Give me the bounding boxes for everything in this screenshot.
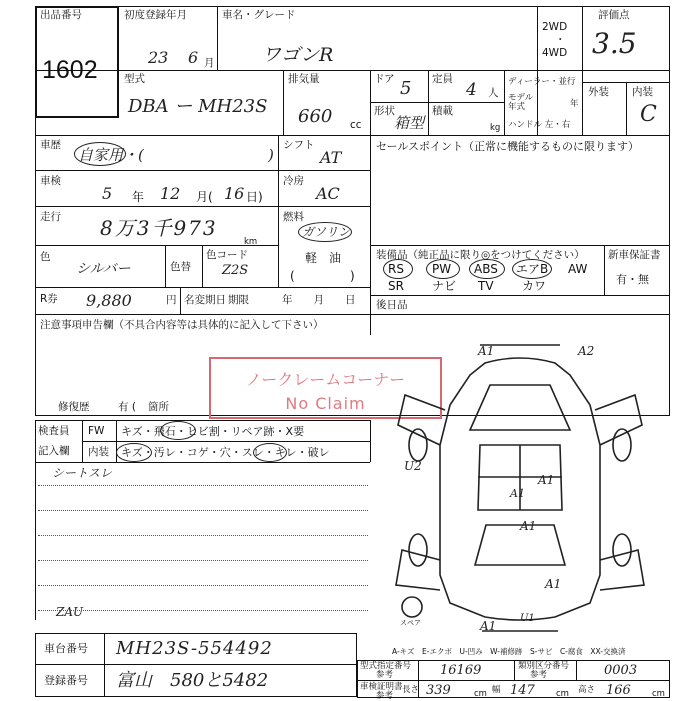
damage-mark: A1 <box>545 577 562 591</box>
designated-label: 型式指定番号 <box>360 661 412 671</box>
width-unit: cm <box>556 689 569 699</box>
height-label: 高さ <box>578 685 596 695</box>
fw-label: FW <box>88 425 105 437</box>
designated-value: 16169 <box>440 663 482 678</box>
fuel-light: 軽 油 <box>305 251 342 265</box>
chassis-label: 車台番号 <box>44 642 88 655</box>
car-damage-diagram <box>390 335 655 635</box>
load-unit: kg <box>490 123 501 133</box>
score-value: 3.5 <box>592 27 637 60</box>
repair-value: 有 ( <box>118 401 136 413</box>
displacement-label: 排気量 <box>288 73 320 85</box>
history-value: 自家用・( <box>78 146 144 164</box>
inspector-label-2: 記入欄 <box>38 445 70 457</box>
history-label: 車歴 <box>40 139 61 151</box>
inspection-year: 5 <box>102 184 113 203</box>
displacement-value: 660 <box>298 106 333 127</box>
interior-row-text: キズ・汚レ・コゲ・穴・スレ・キレ・破レ <box>121 446 330 459</box>
mileage-value: 8万3千973 <box>100 216 218 240</box>
cert-label: 車検証明書 <box>360 682 403 692</box>
inspection-month: 12 <box>160 184 181 203</box>
drive-2wd: 2WD <box>542 21 568 33</box>
mileage-label: 走行 <box>40 211 61 223</box>
doors-label: ドア <box>374 73 395 85</box>
regnum-value: 富山 580と5482 <box>116 670 269 691</box>
fw-text: キズ・飛石・ヒビ割・リペア跡・X要 <box>121 425 305 438</box>
inspection-label: 車検 <box>40 175 61 187</box>
shape-label: 形状 <box>374 105 395 117</box>
equip-sr: SR <box>388 279 404 293</box>
aircon-label: 冷房 <box>283 175 304 187</box>
height-value: 166 <box>606 683 631 698</box>
inspection-year-unit: 年 <box>132 190 145 204</box>
chassis-value: MH23S-554492 <box>116 638 273 659</box>
damage-mark: A1 <box>480 619 497 633</box>
length-label: 長さ <box>402 685 420 695</box>
height-unit: cm <box>652 689 665 699</box>
name-change-limit: 期限 <box>228 294 249 306</box>
dealer-label: ディーラー・並行 <box>508 77 576 87</box>
color-label: 色 <box>40 251 51 263</box>
drive-4wd: 4WD <box>542 47 568 59</box>
equip-airbag: エアB <box>516 262 549 276</box>
fuel-gas: ガソリン <box>302 225 351 239</box>
reg-month-value: 6 <box>188 48 199 67</box>
history-close: ) <box>268 146 274 164</box>
handle-label: ハンドル 左・右 <box>508 120 571 130</box>
inspection-month-unit: 月( <box>196 190 213 204</box>
damage-mark: U1 <box>520 613 535 624</box>
score-label: 評価点 <box>598 9 630 21</box>
repair-label: 修復歴 <box>58 401 90 413</box>
inspector-label-1: 検査員 <box>38 425 70 437</box>
no-claim-en: No Claim <box>285 394 366 413</box>
recycle-unit: 円 <box>166 294 177 306</box>
designated-ref: 参考 <box>376 670 394 680</box>
shift-value: AT <box>320 148 342 167</box>
no-claim-jp: ノークレームコーナー <box>245 370 406 389</box>
warranty-label: 新車保証書 <box>608 249 661 261</box>
fuel-open: ( <box>290 269 295 283</box>
fuel-label: 燃料 <box>283 211 304 223</box>
aircon-value: AC <box>316 184 340 203</box>
reg-year-label: 初度登録年月 <box>124 9 187 21</box>
legend-text: A-キズ E-エクボ U-凹み W-補修跡 S-サビ C-腐食 XX-交換済 <box>392 647 626 656</box>
sales-point-label: セールスポイント（正常に機能するものに限ります） <box>376 140 640 153</box>
cert-ref: 参考 <box>376 691 394 701</box>
interior-row-label: 内装 <box>88 446 109 458</box>
category-label: 類別区分番号 <box>518 661 570 671</box>
damage-mark: A1 <box>520 519 537 533</box>
equip-pw: PW <box>432 262 452 276</box>
damage-mark: A1 <box>538 473 555 487</box>
category-ref: 参考 <box>530 670 548 680</box>
inspector-note-2: ZAU <box>56 605 84 619</box>
equip-aw: AW <box>568 262 588 276</box>
displacement-unit: cc <box>350 119 362 131</box>
inspection-day-unit: 日) <box>246 190 263 204</box>
warranty-value: 有・無 <box>616 273 649 286</box>
reg-year-value: 23 <box>148 48 169 67</box>
inspection-day: 16 <box>224 184 245 203</box>
shape-value: 箱型 <box>394 114 425 132</box>
damage-mark: A1 <box>510 487 525 500</box>
load-label: 積載 <box>432 105 453 117</box>
damage-mark: A1 <box>478 344 495 358</box>
equip-leather: カワ <box>522 279 547 293</box>
capacity-label: 定員 <box>432 73 453 85</box>
notes-label: 注意事項申告欄（不具合内容等は具体的に記入して下さい） <box>40 319 324 331</box>
exterior-label: 外装 <box>588 86 609 98</box>
equip-rs: RS <box>388 262 404 276</box>
interior-label: 内装 <box>632 86 653 98</box>
name-change-label: 名変期日 <box>184 294 226 306</box>
equip-tv: TV <box>478 279 494 293</box>
spare-label: スペア <box>400 619 421 627</box>
damage-mark: U2 <box>404 459 422 473</box>
model-year-unit: 年 <box>570 99 579 109</box>
type-value: DBA ー MH23S <box>128 96 268 117</box>
capacity-unit: 人 <box>488 87 499 99</box>
name-change-date: 年 月 日 <box>282 294 356 306</box>
after-install-label: 後日品 <box>376 299 408 311</box>
capacity-value: 4 <box>466 80 477 100</box>
model-name-value: ワゴンR <box>262 44 334 66</box>
color-code-label: 色コード <box>206 249 248 261</box>
model-name-label: 車名・グレード <box>222 9 296 21</box>
shift-label: シフト <box>283 139 315 151</box>
color-tone-label: 色替 <box>170 261 191 273</box>
equipment-label: 装備品（純正品に限り◎をつけてください） <box>376 249 585 261</box>
equip-abs: ABS <box>474 262 498 276</box>
inspector-note-1: シートスレ <box>52 466 112 480</box>
color-code-value: Z2S <box>222 263 249 278</box>
recycle-label: R券 <box>40 293 58 305</box>
length-value: 339 <box>426 683 451 698</box>
lot-label: 出品番号 <box>40 9 82 21</box>
recycle-value: 9,880 <box>86 291 132 310</box>
reg-month-unit: 月 <box>204 57 215 69</box>
category-value: 0003 <box>604 663 638 678</box>
fuel-close: ) <box>350 269 355 283</box>
width-value: 147 <box>510 683 535 698</box>
length-unit: cm <box>474 689 487 699</box>
interior-grade: C <box>640 102 657 127</box>
model-year-label: モデル年式 <box>508 93 534 112</box>
color-value: シルバー <box>76 261 131 277</box>
type-label: 型式 <box>124 73 145 85</box>
doors-value: 5 <box>400 78 412 99</box>
damage-mark: A2 <box>578 344 595 358</box>
regnum-label: 登録番号 <box>44 674 88 687</box>
width-label: 幅 <box>492 685 501 695</box>
equip-navi: ナビ <box>432 279 457 293</box>
mileage-unit: km <box>244 237 258 247</box>
drive-dot: ・ <box>555 34 566 46</box>
repair-close: 箇所 <box>148 401 169 413</box>
lot-number: 1602 <box>42 56 98 84</box>
